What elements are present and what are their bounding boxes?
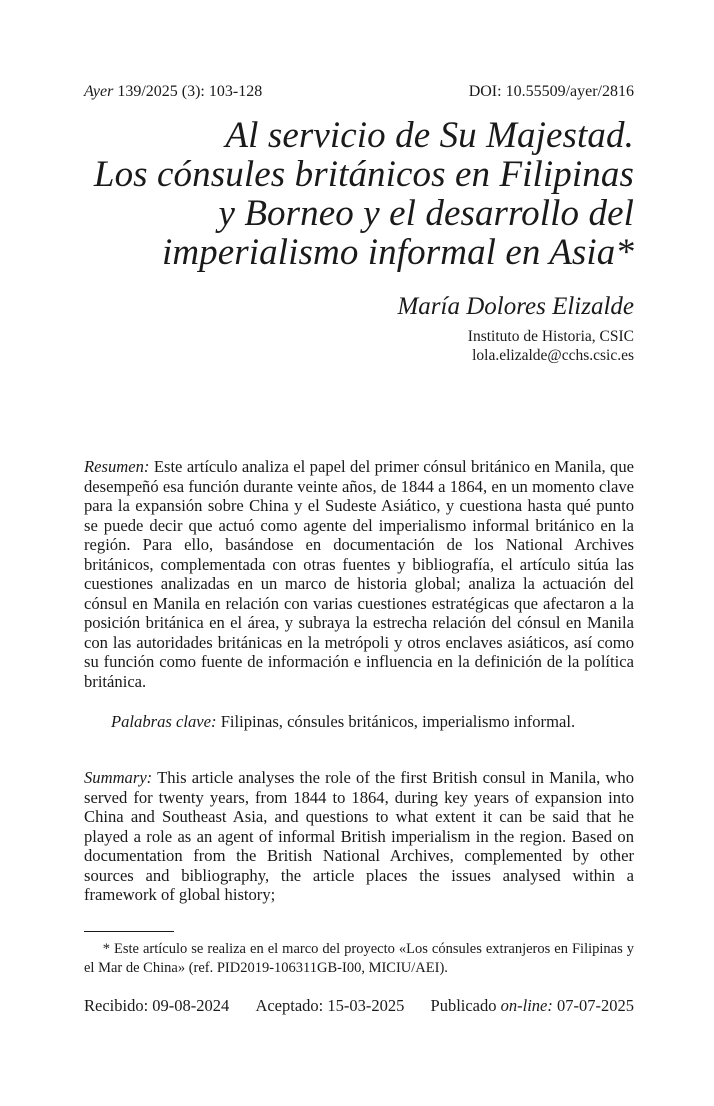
author-email: lola.elizalde@cchs.csic.es xyxy=(472,347,634,364)
accepted-date: Aceptado: 15-03-2025 xyxy=(255,996,405,1015)
published-online: on-line: xyxy=(500,996,553,1015)
footnote xyxy=(84,940,634,978)
journal-issue: 139/2025 (3): 103-128 xyxy=(117,83,263,100)
summary-label: Summary: xyxy=(84,768,153,787)
resumen-text: Este artículo analiza el papel del primer cónsul británico en Manila, que desempeñó esa función durante veinte años, de 1844 a 1864, en un momento clave para la expansión sobre China y el Sudeste Asiático, y cuestiona hasta qué punto se puede decir que actuó como agente del imperialismo informal británico en la región. Para ello, basándose en documentación de los National Archives británicos, complementada con otras fuentes y bibliografía, el artículo sitúa las cuestiones analizadas en un marco de historia global; analiza la actuación del cónsul en Manila en relación con varias cuestiones estratégicas que afectaron a la posición británica en el área, y subraya la estrecha relación del cónsul en Manila con las autoridades británicas en la metrópoli y otros enclaves asiáticos, así como su función como fuente de información e influencia en la definición de la política británica. xyxy=(84,457,634,691)
footnote-divider xyxy=(84,931,174,932)
publication-dates xyxy=(84,996,634,1016)
keywords-paragraph xyxy=(111,712,634,732)
title-line: Al servicio de Su Majestad. xyxy=(225,115,634,156)
received-date: Recibido: 09-08-2024 xyxy=(84,996,230,1015)
footnote-text: Este artículo se realiza en el marco del proyecto «Los cónsules extranjeros en Filipinas y el Mar de China» (ref. PID2019-106311GB-I00, MICIU/AEI). xyxy=(84,941,634,976)
article-title xyxy=(84,116,634,272)
resumen-label: Resumen: xyxy=(84,457,150,476)
author-name: María Dolores Elizalde xyxy=(397,293,634,320)
title-line: imperialismo informal en Asia* xyxy=(161,232,634,273)
journal-citation xyxy=(84,82,262,102)
published-label: Publicado xyxy=(430,996,497,1015)
title-line: Los cónsules británicos en Filipinas xyxy=(93,154,634,195)
institution: Instituto de Historia, CSIC xyxy=(467,328,634,345)
summary-paragraph xyxy=(84,768,634,905)
published-date xyxy=(431,996,634,1016)
footnote-mark: * xyxy=(102,941,110,957)
keywords-label: Palabras clave: xyxy=(111,712,217,731)
author-affiliation xyxy=(84,327,634,365)
summary-text: This article analyses the role of the first British consul in Manila, who served for twenty years, from 1844 to 1864, during key years of expansion into China and Southeast Asia, and questions to what extent it can be said that he played a role as an agent of informal British imperialism in the region. Based on documentation from the British National Archives, complemented by other sources and bibliography, the article places the issues analysed within a framework of global history; xyxy=(84,768,634,904)
keywords-text: Filipinas, cónsules británicos, imperialismo informal. xyxy=(220,712,576,731)
journal-name: Ayer xyxy=(84,83,114,100)
published-value: 07-07-2025 xyxy=(557,996,634,1015)
doi: DOI: 10.55509/ayer/2816 xyxy=(468,83,634,100)
title-line: y Borneo y el desarrollo del xyxy=(218,193,634,234)
running-header xyxy=(84,82,634,102)
resumen-paragraph xyxy=(84,457,634,691)
